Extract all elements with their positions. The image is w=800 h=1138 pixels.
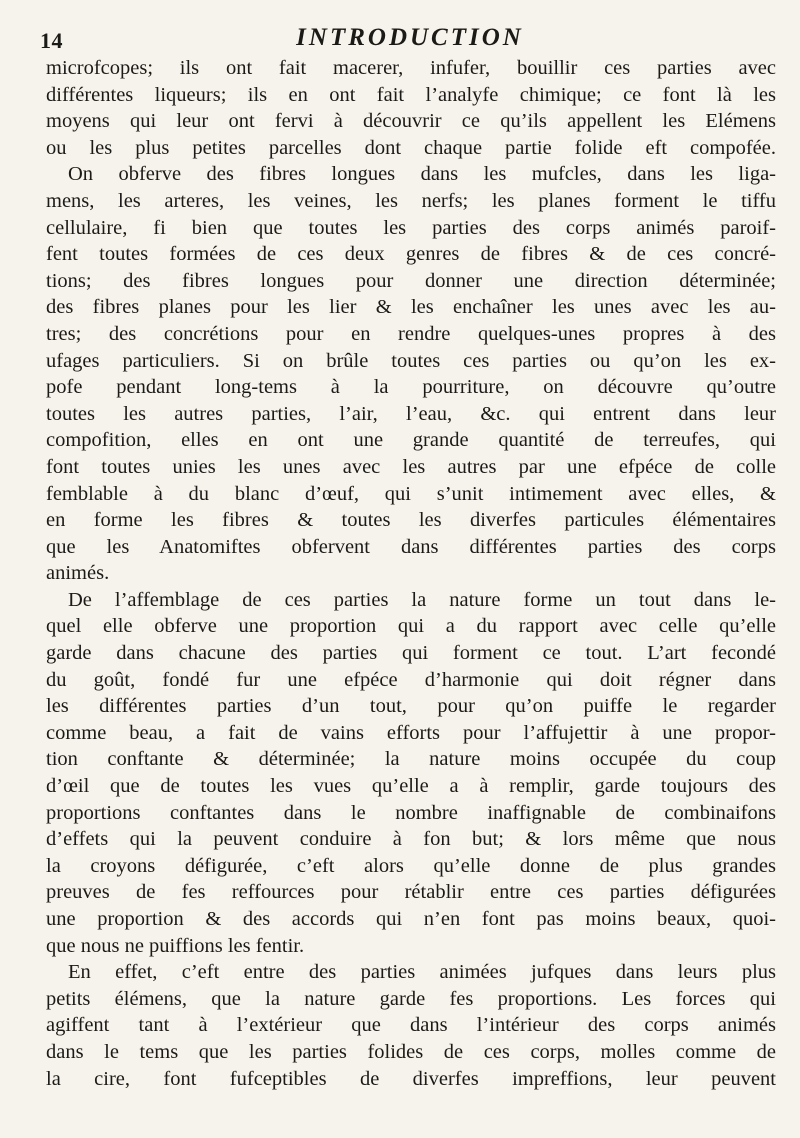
text-line: que nous ne puiffions les fentir.	[46, 934, 305, 957]
text-line: d’effets qui la peuvent conduire à fon but; & lors même que nous	[46, 828, 776, 851]
text-line: cellulaire, fi bien que toutes les parties des corps animés paroif-	[46, 216, 776, 239]
text-line: du goût, fondé fur une efpéce d’harmonie qui doit régner dans	[46, 668, 776, 691]
text-line: ou les plus petites parcelles dont chaque partie folide eft compofée.	[46, 136, 776, 159]
running-head: INTRODUCTION	[296, 24, 524, 51]
text-line: les différentes parties d’un tout, pour qu’on puiffe le regarder	[46, 695, 776, 718]
text-line: dans le tems que les parties folides de ces corps, molles comme de	[46, 1040, 776, 1063]
text-line: la cire, font fufceptibles de diverfes impreffions, leur peuvent	[46, 1067, 776, 1090]
text-line: tion conftante & déterminée; la nature moins occupée du coup	[46, 748, 776, 771]
paragraph	[46, 161, 776, 587]
text-line: fent toutes formées de ces deux genres de fibres & de ces concré-	[46, 243, 776, 266]
text-line: toutes les autres parties, l’air, l’eau, &c. qui entrent dans leur	[46, 402, 776, 425]
text-line: En effet, c’eft entre des parties animées jufques dans leurs plus	[68, 961, 776, 984]
text-line: en forme les fibres & toutes les diverfes particules élémentaires	[46, 509, 776, 532]
text-line: la croyons défigurée, c’eft alors qu’elle donne de plus grandes	[46, 854, 776, 877]
text-line: font toutes unies les unes avec les autres par une efpéce de colle	[46, 455, 776, 478]
text-line: moyens qui leur ont fervi à découvrir ce qu’ils appellent les Elémens	[46, 110, 776, 133]
text-line: compofition, elles en ont une grande quantité de terreufes, qui	[46, 429, 776, 452]
text-line: microfcopes; ils ont fait macerer, infufer, bouillir ces parties avec	[46, 57, 776, 79]
text-line: mens, les arteres, les veines, les nerfs; les planes forment le tiffu	[46, 189, 776, 212]
text-line: De l’affemblage de ces parties la nature forme un tout dans le-	[68, 588, 776, 611]
text-line: agiffent tant à l’extérieur que dans l’intérieur des corps animés	[46, 1014, 776, 1037]
text-line: pofe pendant long-tems à la pourriture, on découvre qu’outre	[46, 376, 776, 399]
text-line: que les Anatomiftes obfervent dans différentes parties des corps	[46, 535, 776, 558]
text-line: quel elle obferve une proportion qui a du rapport avec celle qu’elle	[46, 615, 776, 638]
text-line: tions; des fibres longues pour donner une direction déterminée;	[46, 269, 776, 292]
page-header	[40, 20, 780, 54]
body-text	[46, 55, 776, 1092]
text-line: preuves de fes reffources pour rétablir entre ces parties défigurées	[46, 881, 776, 904]
page-number: 14	[40, 28, 63, 53]
text-line: des fibres planes pour les lier & les enchaîner les unes avec les au-	[46, 296, 776, 319]
text-line: femblable à du blanc d’œuf, qui s’unit intimement avec elles, &	[46, 482, 776, 505]
text-line: petits élémens, que la nature garde fes proportions. Les forces qui	[46, 987, 776, 1010]
text-line: une proportion & des accords qui n’en font pas moins beaux, quoi-	[46, 908, 776, 930]
paragraph	[46, 587, 776, 959]
text-line: animés.	[46, 562, 110, 585]
paragraph	[46, 55, 776, 161]
text-line: proportions conftantes dans le nombre inaffignable de combinaifons	[46, 801, 776, 824]
text-line: différentes liqueurs; ils en ont fait l’analyfe chimique; ce font là les	[46, 83, 776, 106]
text-line: comme beau, a fait de vains efforts pour l’affujettir à une propor-	[46, 721, 776, 744]
text-line: tres; des concrétions pour en rendre quelques-unes propres à des	[46, 322, 776, 345]
text-line: ufages particuliers. Si on brûle toutes ces parties ou qu’on les ex-	[46, 349, 776, 372]
text-line: On obferve des fibres longues dans les mufcles, dans les liga-	[68, 163, 776, 186]
paragraph	[46, 959, 776, 1092]
text-line: garde dans chacune des parties qui forment ce tout. L’art fecondé	[46, 642, 776, 665]
text-line: d’œil que de toutes les vues qu’elle a à remplir, garde toujours des	[46, 775, 776, 798]
